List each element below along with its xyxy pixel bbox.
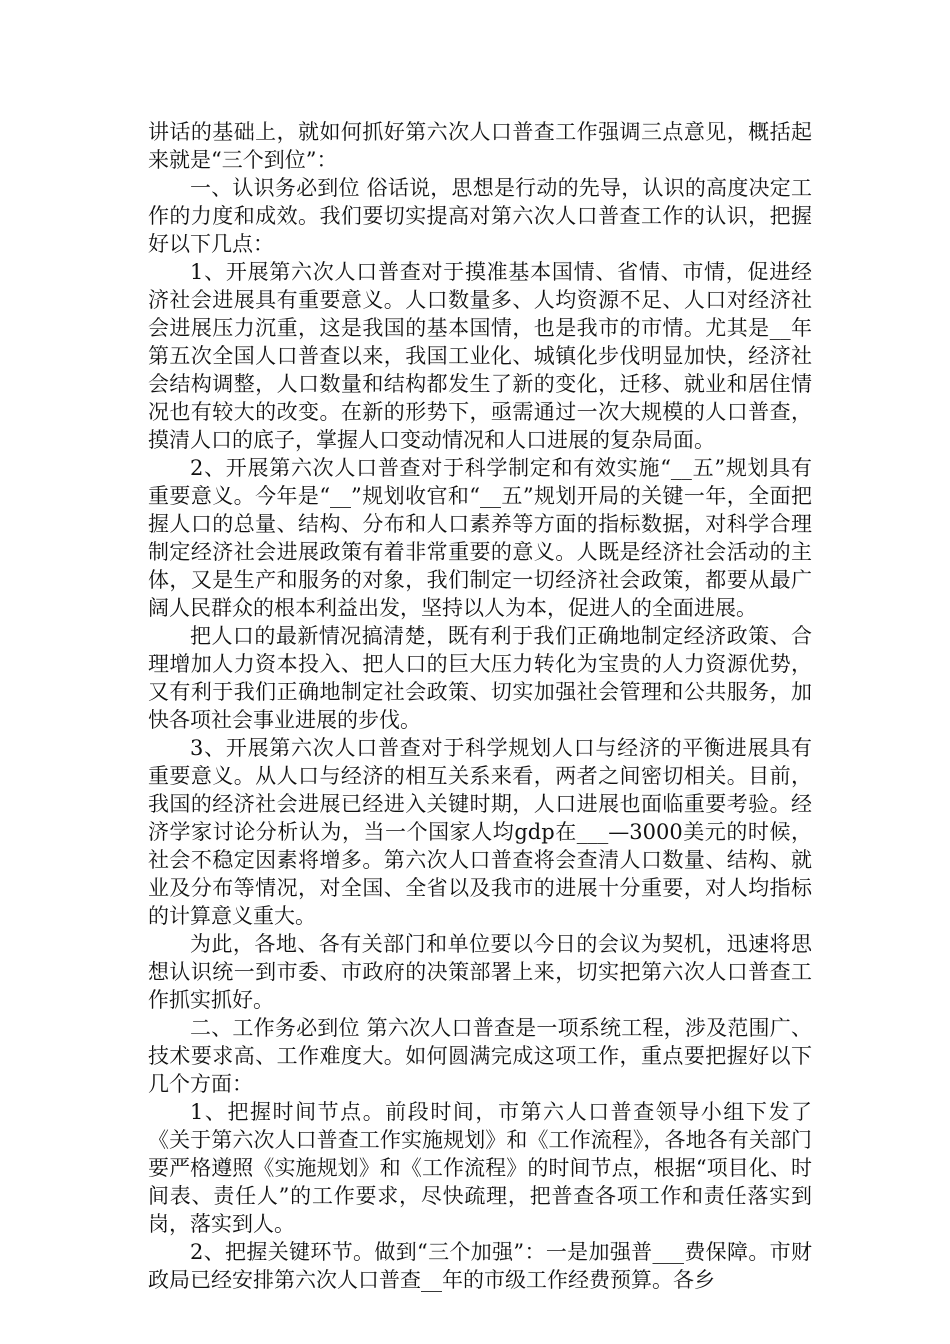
paragraph-8: 二、工作务必到位 第六次人口普查是一项系统工程，涉及范围广、技术要求高、工作难度大。如何圆满完成这项工作，重点要把握好以下几个方面： — [148, 1016, 812, 1096]
paragraph-3: 1、开展第六次人口普查对于摸准基本国情、省情、市情，促进经济社会进展具有重要意义。人口数量多、人均资源不足、人口对经济社会进展压力沉重，这是我国的基本国情，也是我市的市情。尤其是__年第五次全国人口普查以来，我国工业化、城镇化步伐明显加快，经济社会结构调整，人口数量和结构都发生了新的变化，迁移、就业和居住情况也有较大的改变。在新的形势下，亟需通过一次大规模的人口普查，摸清人口的底子，掌握人口变动情况和人口进展的复杂局面。 — [148, 260, 812, 452]
paragraph-5: 把人口的最新情况搞清楚，既有利于我们正确地制定经济政策、合理增加人力资本投入、把人口的巨大压力转化为宝贵的人力资源优势，又有利于我们正确地制定社会政策、切实加强社会管理和公共服务，加快各项社会事业进展的步伐。 — [148, 624, 812, 732]
paragraph-1: 讲话的基础上，就如何抓好第六次人口普查工作强调三点意见，概括起来就是“三个到位”： — [148, 120, 812, 172]
paragraph-2: 一、认识务必到位 俗话说，思想是行动的先导，认识的高度决定工作的力度和成效。我们要切实提高对第六次人口普查工作的认识，把握好以下几点： — [148, 176, 812, 256]
document-page — [148, 118, 812, 1294]
paragraph-4: 2、开展第六次人口普查对于科学制定和有效实施“__五”规划具有重要意义。今年是“__”规划收官和“__五”规划开局的关键一年，全面把握人口的总量、结构、分布和人口素养等方面的指标数据，对科学合理制定经济社会进展政策有着非常重要的意义。人既是经济社会活动的主体，又是生产和服务的对象，我们制定一切经济社会政策，都要从最广阔人民群众的根本利益出发，坚持以人为本，促进人的全面进展。 — [148, 456, 812, 620]
paragraph-6: 3、开展第六次人口普查对于科学规划人口与经济的平衡进展具有重要意义。从人口与经济的相互关系来看，两者之间密切相关。目前，我国的经济社会进展已经进入关键时期，人口进展也面临重要考验。经济学家讨论分析认为，当一个国家人均gdp在___—3000美元的时候，社会不稳定因素将增多。第六次人口普查将会查清人口数量、结构、就业及分布等情况，对全国、全省以及我市的进展十分重要，对人均指标的计算意义重大。 — [148, 736, 812, 928]
paragraph-10: 2、把握关键环节。做到“三个加强”：一是加强普___费保障。市财政局已经安排第六次人口普查__年的市级工作经费预算。各乡 — [148, 1240, 812, 1292]
paragraph-9: 1、把握时间节点。前段时间，市第六人口普查领导小组下发了《关于第六次人口普查工作实施规划》和《工作流程》，各地各有关部门要严格遵照《实施规划》和《工作流程》的时间节点，根据“项目化、时间表、责任人”的工作要求，尽快疏理，把普查各项工作和责任落实到岗，落实到人。 — [148, 1100, 812, 1236]
paragraph-7: 为此，各地、各有关部门和单位要以今日的会议为契机，迅速将思想认识统一到市委、市政府的决策部署上来，切实把第六次人口普查工作抓实抓好。 — [148, 932, 812, 1012]
